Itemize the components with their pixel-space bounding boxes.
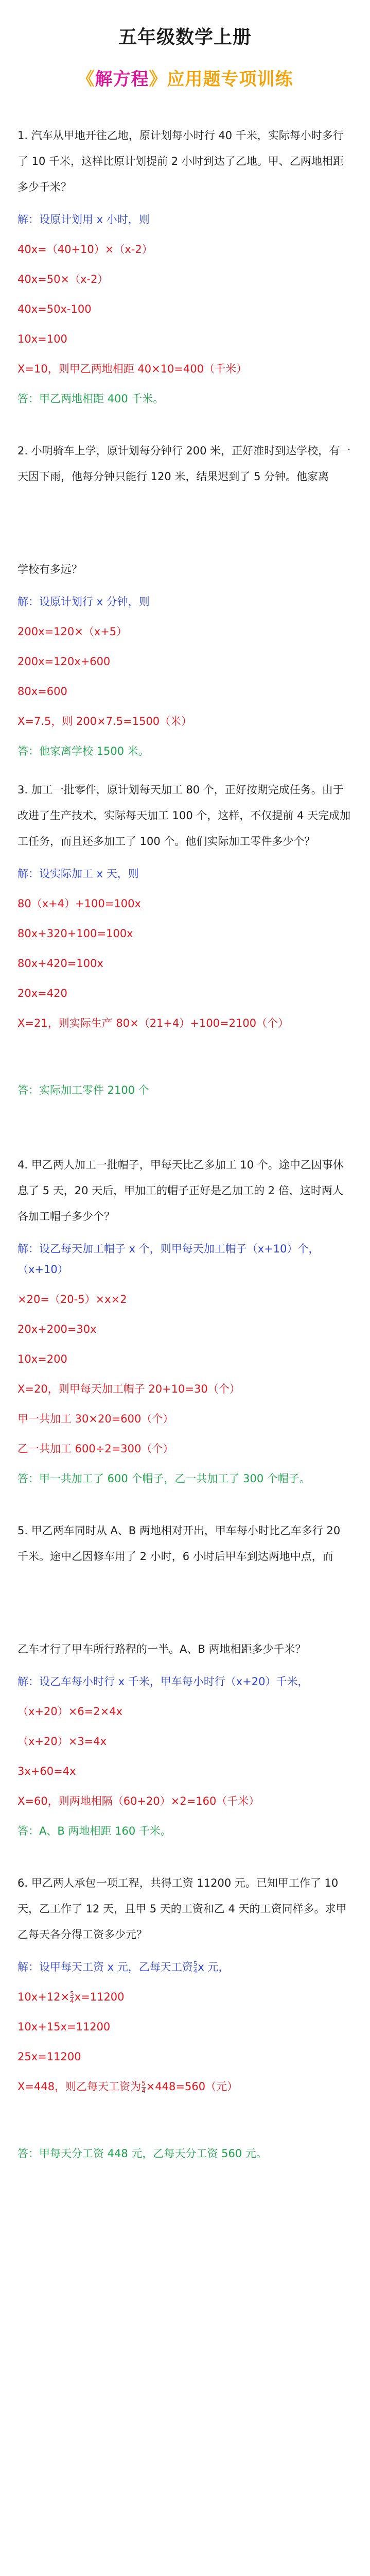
problem-6-question: 6. 甲乙两人承包一项工程，共得工资 11200 元。已知甲工作了 10 天，乙工作了 12 天，且甲 5 天的工资和乙 4 天的工资同样多。求甲乙每天各分得工资多少元？ [17,1877,347,1941]
problem-6-setup: 解：设甲每天工资 x 元，乙每天工资 $\frac{5}{4}$ x 元， [17,1960,230,1975]
problem-1-answer: 答：甲乙两地相距 400 千米。 [17,393,164,405]
problem-4-step: 20x+200=30x [17,1323,97,1335]
problem-1-step: X=10，则甲乙两地相距 40×10=400（千米） [17,363,248,375]
page-title: 五年级数学上册 [118,27,252,48]
problem-2-setup: 解：设原计划行 x 分钟，则 [17,596,150,608]
problem-1-step: 10x=100 [17,333,67,345]
problem-3-step: 20x=420 [17,987,67,999]
problem-4-setup-b: ×20=（20-5）×x×2 [17,1293,127,1306]
problem-6-step: 25x=11200 [17,2050,81,2063]
problem-5-step: 3x+60=4x [17,1765,76,1777]
problem-1-setup: 解：设原计划用 x 小时，则 [17,213,150,226]
problem-5-answer: 答：A、B 两地相距 160 千米。 [17,1825,171,1837]
page-subtitle [17,65,353,92]
problem-6-answer: 答：甲每天分工资 448 元，乙每天分工资 560 元。 [17,2147,267,2160]
problem-5 [17,1518,353,1841]
problem-6-step: X=448，则乙每天工资为 $\frac{5}{4}$ ×448=560（元） [17,2079,238,2094]
problem-2-question-a: 2. 小明骑车上学，原计划每分钟行 200 米，正好准时到达学校，有一天因下雨，他每分钟只能行 120 米，结果迟到了 5 分钟。他家离 [17,445,351,483]
problem-5-step: X=60，则两地相隔（60+20）×2=160（千米） [17,1795,260,1807]
fraction-5-4: $\frac{5}{4}$ [193,1960,198,1975]
problem-2-answer: 答：他家离学校 1500 米。 [17,745,149,757]
problem-2-step: 80x=600 [17,685,67,698]
problem-2-question-b: 学校有多远？ [17,563,82,575]
fraction-5-4: $\frac{5}{4}$ [142,2079,146,2094]
problem-2 [17,438,353,761]
problem-1-step: 40x=50x-100 [17,303,92,315]
problem-3-step: 80x+320+100=100x [17,927,133,940]
problem-4-step: 乙一共加工 600÷2=300（个） [17,1443,174,1455]
problem-3-question: 3. 加工一批零件，原计划每天加工 80 个，正好按期完成任务。由于改进了生产技术，实际每天加工 100 个，这样，不仅提前 4 天完成加工任务，而且还多加工了 100 个。他们实际加工零件多少个？ [17,784,351,848]
problem-2-step: 200x=120×（x+5） [17,625,128,638]
problem-2-step: X=7.5，则 200×7.5=1500（米） [17,715,192,727]
problem-6-step: 10x+12× $\frac{5}{4}$ x=11200 [17,1990,125,2005]
problem-4-step: 甲一共加工 30×20=600（个） [17,1413,174,1425]
subtitle-left: 《 [77,69,95,90]
problem-4-setup-a: 解：设乙每天加工帽子 x 个，则甲每天加工帽子（x+10）个，（x+10） [17,1243,320,1276]
problem-3-answer: 答：实际加工零件 2100 个 [17,1084,149,1096]
problem-1-step: 40x=（40+10）×（x-2） [17,243,153,256]
problem-3-step: 80x+420=100x [17,957,103,970]
problem-5-step: （x+20）×6=2×4x [17,1705,123,1718]
problem-3-setup: 解：设实际加工 x 天，则 [17,868,139,880]
problem-4-step: X=20，则甲每天加工帽子 20+10=30（个） [17,1383,240,1395]
problem-3-step: 80（x+4）+100=100x [17,897,141,910]
problem-1-question: 1. 汽车从甲地开往乙地，原计划每小时行 40 千米，实际每小时多行了 10 千米，这样比原计划提前 2 小时到达了乙地。甲、乙两地相距多少千米？ [17,129,344,193]
problem-1-step: 40x=50×（x-2） [17,273,109,285]
problem-4 [17,1152,353,1489]
problem-5-step: （x+20）×3=4x [17,1735,107,1748]
problem-3 [17,777,353,1100]
subtitle-highlight: 解方程 [95,69,149,90]
problem-6 [17,1870,353,2164]
problem-5-setup: 解：设乙车每小时行 x 千米，甲车每小时行（x+20）千米， [17,1675,309,1688]
problem-4-step: 10x=200 [17,1353,67,1365]
problem-2-step: 200x=120x+600 [17,655,111,668]
problem-4-answer: 答：甲一共加工了 600 个帽子，乙一共加工了 300 个帽子。 [17,1472,310,1485]
subtitle-right: 》应用题专项训练 [149,69,293,90]
fraction-5-4: $\frac{5}{4}$ [70,1990,74,2005]
problem-3-step: X=21，则实际生产 80×（21+4）+100=2100（个） [17,1017,289,1029]
problem-1 [17,123,353,409]
problem-6-step: 10x+15x=11200 [17,2021,111,2033]
problem-5-question-a: 5. 甲乙两车同时从 A、B 两地相对开出，甲车每小时比乙车多行 20 千米。途中乙因修车用了 2 小时，6 小时后甲车到达两地中点，而 [17,1524,341,1563]
problem-5-question-b: 乙车才行了甲车所行路程的一半。A、B 两地相距多少千米？ [17,1643,306,1655]
problem-4-question: 4. 甲乙两人加工一批帽子，甲每天比乙多加工 10 个。途中乙因事休息了 5 天，20 天后，甲加工的帽子正好是乙加工的 2 倍，这时两人各加工帽子多少个？ [17,1159,344,1223]
